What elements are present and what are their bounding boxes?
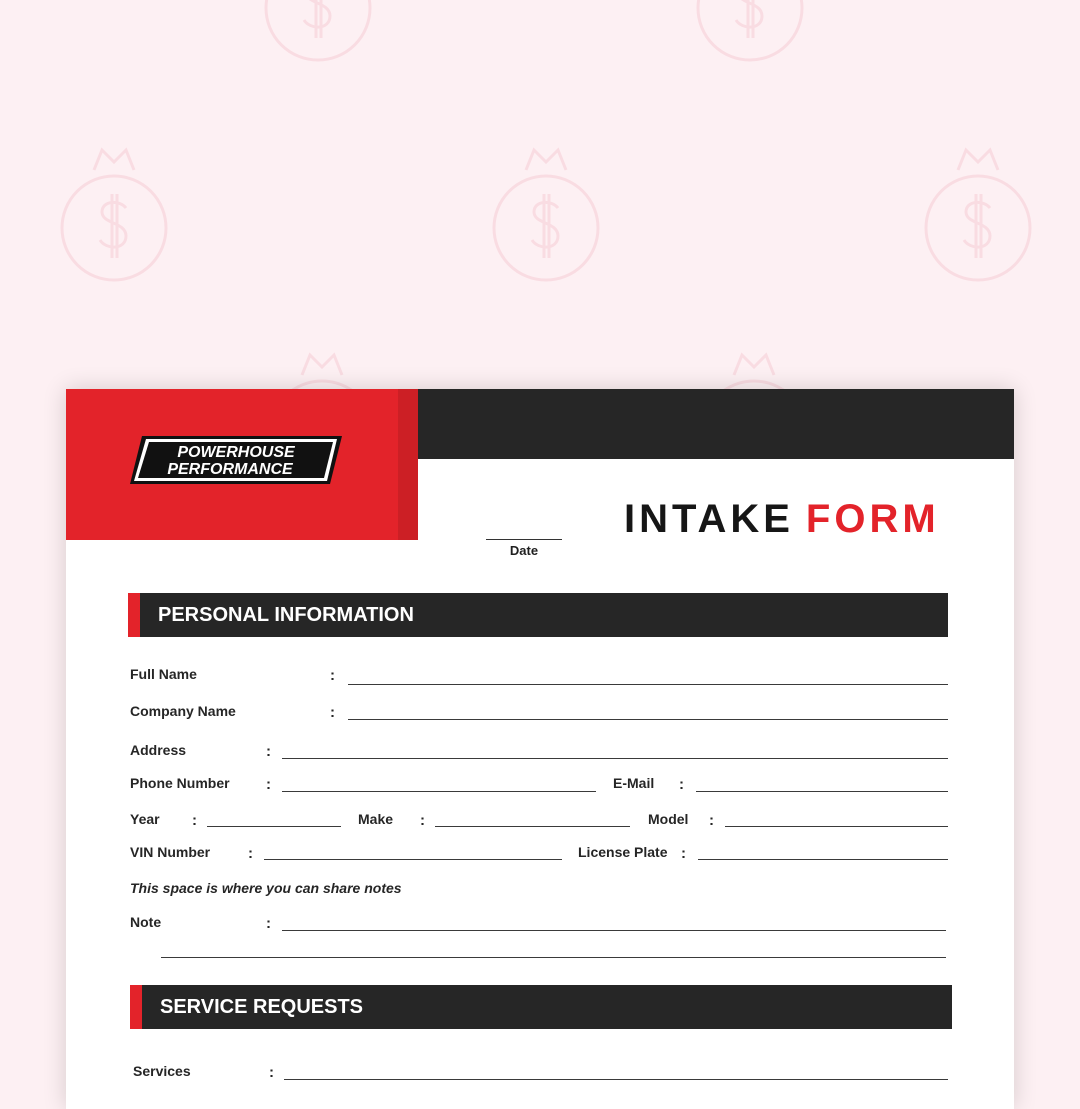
money-bag-dollar-icon bbox=[486, 140, 606, 290]
phone-number-field[interactable] bbox=[282, 791, 596, 792]
note-field-line-1[interactable] bbox=[282, 930, 946, 931]
notes-hint: This space is where you can share notes bbox=[130, 880, 402, 896]
make-field[interactable] bbox=[435, 826, 630, 827]
vin-number-label: VIN Number bbox=[130, 844, 211, 860]
money-bag-dollar-icon bbox=[54, 140, 174, 290]
separator: : bbox=[679, 776, 684, 793]
title-word-form: FORM bbox=[805, 497, 940, 541]
money-bag-dollar-icon bbox=[690, 0, 810, 70]
heading-label: PERSONAL INFORMATION bbox=[158, 604, 414, 626]
separator: : bbox=[681, 845, 686, 862]
money-bag-dollar-icon bbox=[918, 140, 1038, 290]
separator: : bbox=[266, 776, 271, 793]
email-field[interactable] bbox=[696, 791, 948, 792]
logo-line-1: POWERHOUSE bbox=[177, 444, 295, 461]
full-name-field[interactable] bbox=[348, 684, 948, 685]
title-word-intake: INTAKE bbox=[624, 497, 794, 541]
heading-label: SERVICE REQUESTS bbox=[160, 996, 364, 1018]
separator: : bbox=[266, 743, 271, 760]
separator: : bbox=[330, 704, 335, 721]
header-dark-bar bbox=[418, 389, 1014, 459]
license-plate-label: License Plate bbox=[578, 844, 668, 860]
services-label: Services bbox=[133, 1063, 191, 1079]
license-plate-field[interactable] bbox=[698, 859, 948, 860]
note-label: Note bbox=[130, 914, 162, 930]
form-title bbox=[624, 499, 940, 539]
intake-form-sheet bbox=[66, 389, 1014, 1109]
date-field-line[interactable] bbox=[486, 539, 562, 540]
address-label: Address bbox=[130, 742, 187, 758]
separator: : bbox=[248, 845, 253, 862]
date-label: Date bbox=[509, 543, 539, 558]
separator: : bbox=[709, 812, 714, 829]
service-requests-heading bbox=[130, 985, 952, 1029]
separator: : bbox=[269, 1064, 274, 1081]
separator: : bbox=[420, 812, 425, 829]
logo-line-2: PERFORMANCE bbox=[167, 461, 293, 478]
note-field-line-2[interactable] bbox=[161, 957, 946, 958]
money-bag-dollar-icon bbox=[258, 0, 378, 70]
year-label: Year bbox=[130, 811, 160, 827]
full-name-label: Full Name bbox=[130, 666, 197, 682]
separator: : bbox=[192, 812, 197, 829]
separator: : bbox=[266, 915, 271, 932]
powerhouse-performance-logo bbox=[130, 436, 342, 484]
vin-number-field[interactable] bbox=[264, 859, 562, 860]
separator: : bbox=[330, 667, 335, 684]
brand-block-edge bbox=[398, 389, 418, 540]
company-name-field[interactable] bbox=[348, 719, 948, 720]
model-field[interactable] bbox=[725, 826, 948, 827]
phone-number-label: Phone Number bbox=[130, 775, 230, 791]
personal-information-heading bbox=[128, 593, 948, 637]
year-field[interactable] bbox=[207, 826, 341, 827]
company-name-label: Company Name bbox=[130, 703, 236, 719]
model-label: Model bbox=[648, 811, 689, 827]
email-label: E-Mail bbox=[613, 775, 655, 791]
address-field[interactable] bbox=[282, 758, 948, 759]
make-label: Make bbox=[358, 811, 394, 827]
